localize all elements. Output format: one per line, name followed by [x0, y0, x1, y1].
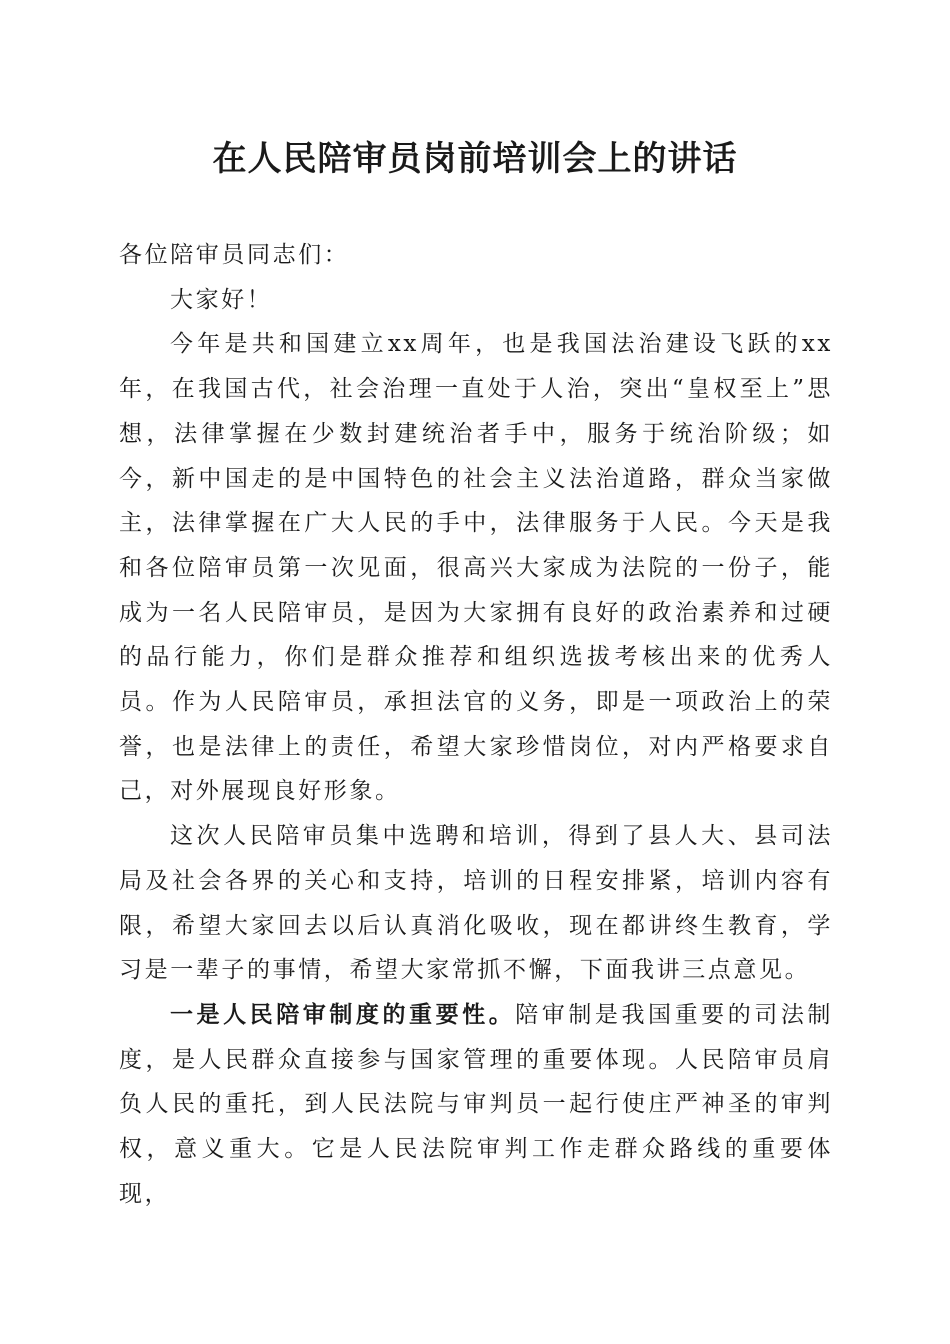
paragraph-3-lead: 一是人民陪审制度的重要性。 — [170, 1000, 516, 1028]
greeting: 大家好！ — [170, 286, 273, 313]
document-body — [119, 233, 833, 1216]
paragraph-3 — [119, 993, 833, 1217]
paragraph-3-text: 陪审制是我国重要的司法制度，是人民群众直接参与国家管理的重要体现。人民陪审员肩负人民的重托，到人民法院与审判员一起行使庄严神圣的审判权，意义重大。它是人民法院审判工作走群众路线的重要体现， — [119, 1001, 833, 1207]
paragraph-1: 今年是共和国建立xx周年，也是我国法治建设飞跃的xx年，在我国古代，社会治理一直处于人治，突出“皇权至上”思想，法律掌握在少数封建统治者手中，服务于统治阶级；如今，新中国走的是中国特色的社会主义法治道路，群众当家做主，法律掌握在广大人民的手中，法律服务于人民。今天是我和各位陪审员第一次见面，很高兴大家成为法院的一份子，能成为一名人民陪审员，是因为大家拥有良好的政治素养和过硬的品行能力，你们是群众推荐和组织选拔考核出来的优秀人员。作为人民陪审员，承担法官的义务，即是一项政治上的荣誉，也是法律上的责任，希望大家珍惜岗位，对内严格要求自己，对外展现良好形象。 — [119, 331, 833, 805]
document-title: 在人民陪审员岗前培训会上的讲话 — [212, 139, 738, 179]
paragraph-2: 这次人民陪审员集中选聘和培训，得到了县人大、县司法局及社会各界的关心和支持，培训的日程安排紧，培训内容有限，希望大家回去以后认真消化吸收，现在都讲终生教育，学习是一辈子的事情，希望大家常抓不懈，下面我讲三点意见。 — [119, 823, 833, 984]
salutation: 各位陪审员同志们： — [119, 242, 350, 268]
